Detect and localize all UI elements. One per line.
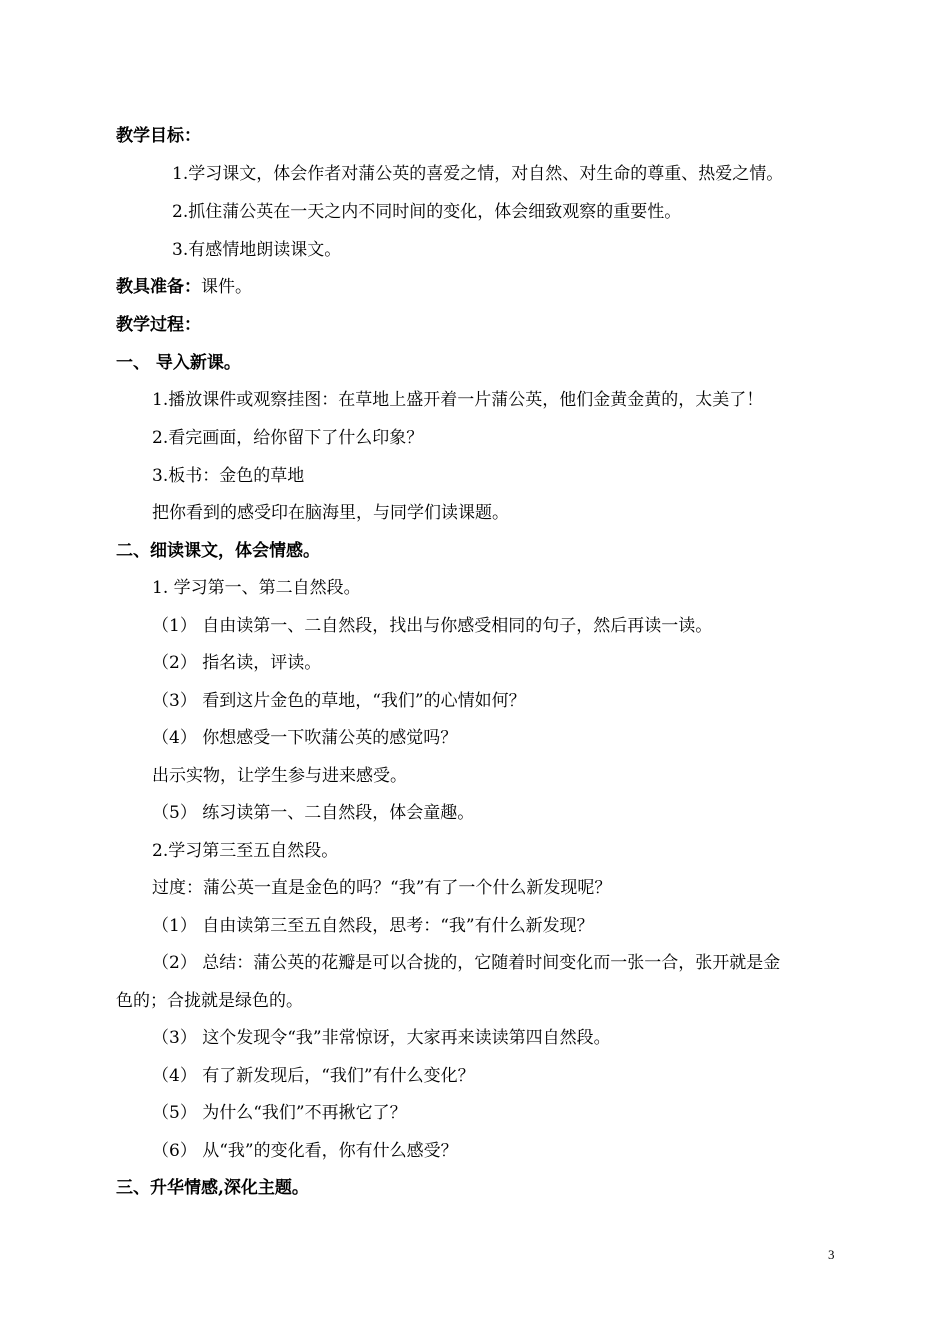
section-1-item-1: 1.播放课件或观察挂图：在草地上盛开着一片蒲公英，他们金黄金黄的，太美了！ [152, 390, 764, 410]
section-2-sub-2-transition: 过度：蒲公英一直是金色的吗？“我”有了一个什么新发现呢？ [152, 878, 612, 898]
goal-item-3: 3.有感情地朗读课文。 [172, 240, 342, 260]
section-2-sub-1-step-4: （4） 你想感受一下吹蒲公英的感觉吗？ [152, 728, 458, 748]
section-2-sub-2-step-2: （2） 总结：蒲公英的花瓣是可以合拢的，它随着时间变化而一张一合，张开就是金 [152, 953, 781, 973]
section-2-sub-2: 2.学习第三至五自然段。 [152, 841, 339, 861]
heading-teaching-process: 教学过程： [116, 315, 201, 335]
goal-item-1: 1.学习课文，体会作者对蒲公英的喜爱之情，对自然、对生命的尊重、热爱之情。 [172, 164, 784, 184]
section-1-heading: 一、 导入新课。 [116, 353, 241, 373]
section-2-heading: 二、细读课文，体会情感。 [116, 541, 320, 561]
section-2-sub-2-step-2-cont: 色的；合拢就是绿色的。 [116, 991, 303, 1011]
section-2-sub-1-note: 出示实物，让学生参与进来感受。 [152, 766, 407, 786]
section-2-sub-2-step-5: （5） 为什么“我们”不再揪它了？ [152, 1103, 407, 1123]
materials-value: 课件。 [201, 277, 252, 297]
section-2-sub-2-step-6: （6） 从“我”的变化看，你有什么感受？ [152, 1141, 458, 1161]
page-number: 3 [828, 1247, 835, 1262]
section-2-sub-1-step-1: （1） 自由读第一、二自然段，找出与你感受相同的句子，然后再读一读。 [152, 616, 713, 636]
section-2-sub-1-step-3: （3） 看到这片金色的草地，“我们”的心情如何？ [152, 691, 526, 711]
section-1-item-2: 2.看完画面，给你留下了什么印象？ [152, 428, 424, 448]
section-2-sub-1-step-5: （5） 练习读第一、二自然段，体会童趣。 [152, 803, 475, 823]
section-3-heading: 三、升华情感,深化主题。 [116, 1178, 309, 1198]
heading-teaching-goals: 教学目标： [116, 126, 201, 146]
goal-item-2: 2.抓住蒲公英在一天之内不同时间的变化，体会细致观察的重要性。 [172, 202, 682, 222]
section-2-sub-1-step-2: （2） 指名读，评读。 [152, 653, 322, 673]
section-1-note: 把你看到的感受印在脑海里，与同学们读课题。 [152, 503, 509, 523]
materials-label: 教具准备： [116, 277, 201, 297]
section-1-item-3: 3.板书：金色的草地 [152, 466, 305, 486]
section-2-sub-2-step-3: （3） 这个发现令“我”非常惊讶，大家再来读读第四自然段。 [152, 1028, 611, 1048]
materials-line [116, 276, 252, 298]
section-2-sub-1: 1. 学习第一、第二自然段。 [152, 578, 361, 598]
section-2-sub-2-step-4: （4） 有了新发现后，“我们”有什么变化？ [152, 1066, 475, 1086]
section-2-sub-2-step-1: （1） 自由读第三至五自然段，思考：“我”有什么新发现？ [152, 916, 594, 936]
